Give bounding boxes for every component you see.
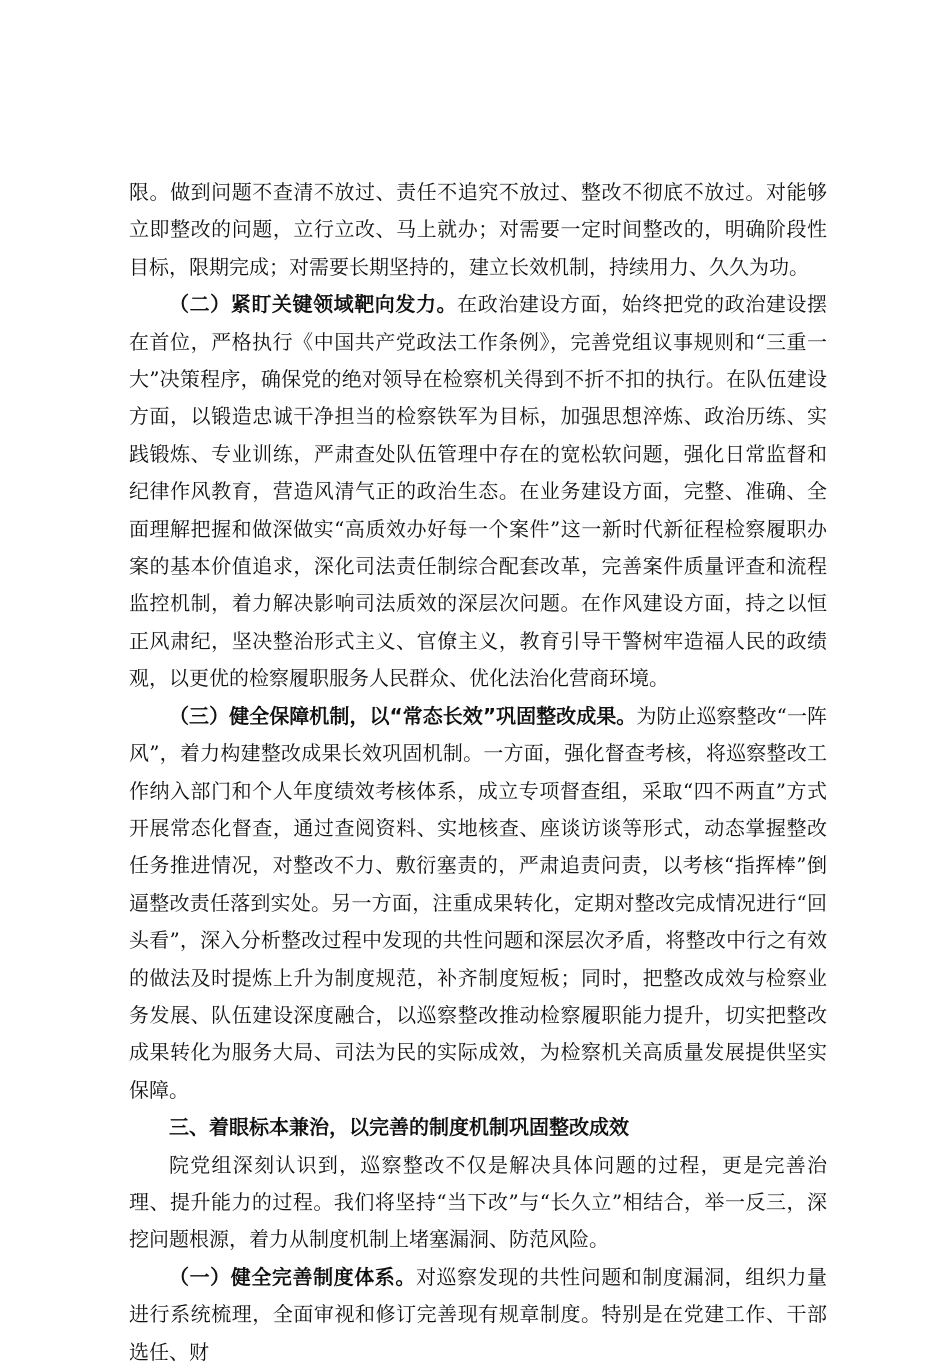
paragraph-institution-system bbox=[129, 1259, 827, 1371]
paragraph-continuation bbox=[129, 174, 827, 286]
section-heading: 三、着眼标本兼治，以完善的制度机制巩固整改成效 bbox=[169, 1115, 629, 1140]
paragraph-lead: （二）紧盯关键领域靶向发力。 bbox=[169, 292, 458, 317]
paragraph-lead: （三）健全保障机制，以“常态长效”巩固整改成果。 bbox=[169, 703, 637, 728]
paragraph-text: 限。做到问题不查清不放过、责任不追究不放过、整改不彻底不放过。对能够立即整改的问题，立行立改、马上就办；对需要一定时间整改的，明确阶段性目标，限期完成；对需要长期坚持的，建立长效机制，持续用力、久久为功。 bbox=[129, 180, 827, 279]
document-page bbox=[129, 174, 827, 1371]
paragraph-text: 院党组深刻认识到，巡察整改不仅是解决具体问题的过程，更是完善治理、提升能力的过程。我们将坚持“当下改”与“长久立”相结合，举一反三，深挖问题根源，着力从制度机制上堵塞漏洞、防范风险。 bbox=[129, 1152, 827, 1252]
paragraph-key-areas bbox=[129, 286, 827, 697]
paragraph-lead: （一）健全完善制度体系。 bbox=[169, 1264, 416, 1289]
paragraph-section-intro bbox=[129, 1147, 827, 1259]
paragraph-text: 在政治建设方面，始终把党的政治建设摆在首位，严格执行《中国共产党政法工作条例》，完善党组议事规则和“三重一大”决策程序，确保党的绝对领导在检察机关得到不折不扣的执行。在队伍建设方面，以锻造忠诚干净担当的检察铁军为目标，加强思想淬炼、政治历练、实践锻炼、专业训练，严肃查处队伍管理中存在的宽松软问题，强化日常监督和纪律作风教育，营造风清气正的政治生态。在业务建设方面，完整、准确、全面理解把握和做深做实“高质效办好每一个案件”这一新时代新征程检察履职办案的基本价值追求，深化司法责任制综合配套改革，完善案件质量评查和流程监控机制，着力解决影响司法质效的深层次问题。在作风建设方面，持之以恒正风肃纪，坚决整治形式主义、官僚主义，教育引导干警树牢造福人民的政绩观，以更优的检察履职服务人民群众、优化法治化营商环境。 bbox=[129, 292, 828, 691]
paragraph-text: 为防止巡察整改“一阵风”，着力构建整改成果长效巩固机制。一方面，强化督查考核，将巡察整改工作纳入部门和个人年度绩效考核体系，成立专项督查组，采取“四不两直”方式开展常态化督查，通过查阅资料、实地核查、座谈访谈等形式，动态掌握整改任务推进情况，对整改不力、敷衍塞责的，严肃追责问责，以考核“指挥棒”倒逼整改责任落到实处。另一方面，注重成果转化，定期对整改完成情况进行“回头看”，深入分析整改过程中发现的共性问题和深层次矛盾，将整改中行之有效的做法及时提炼上升为制度规范，补齐制度短板；同时，把整改成效与检察业务发展、队伍建设深度融合，以巡察整改推动检察履职能力提升，切实把整改成果转化为服务大局、司法为民的实际成效，为检察机关高质量发展提供坚实保障。 bbox=[129, 703, 827, 1102]
paragraph-safeguard-mechanism bbox=[129, 698, 827, 1109]
paragraph-text: 对巡察发现的共性问题和制度漏洞，组织力量进行系统梳理，全面审视和修订完善现有规章制度。特别是在党建工作、干部选任、财 bbox=[129, 1264, 828, 1364]
